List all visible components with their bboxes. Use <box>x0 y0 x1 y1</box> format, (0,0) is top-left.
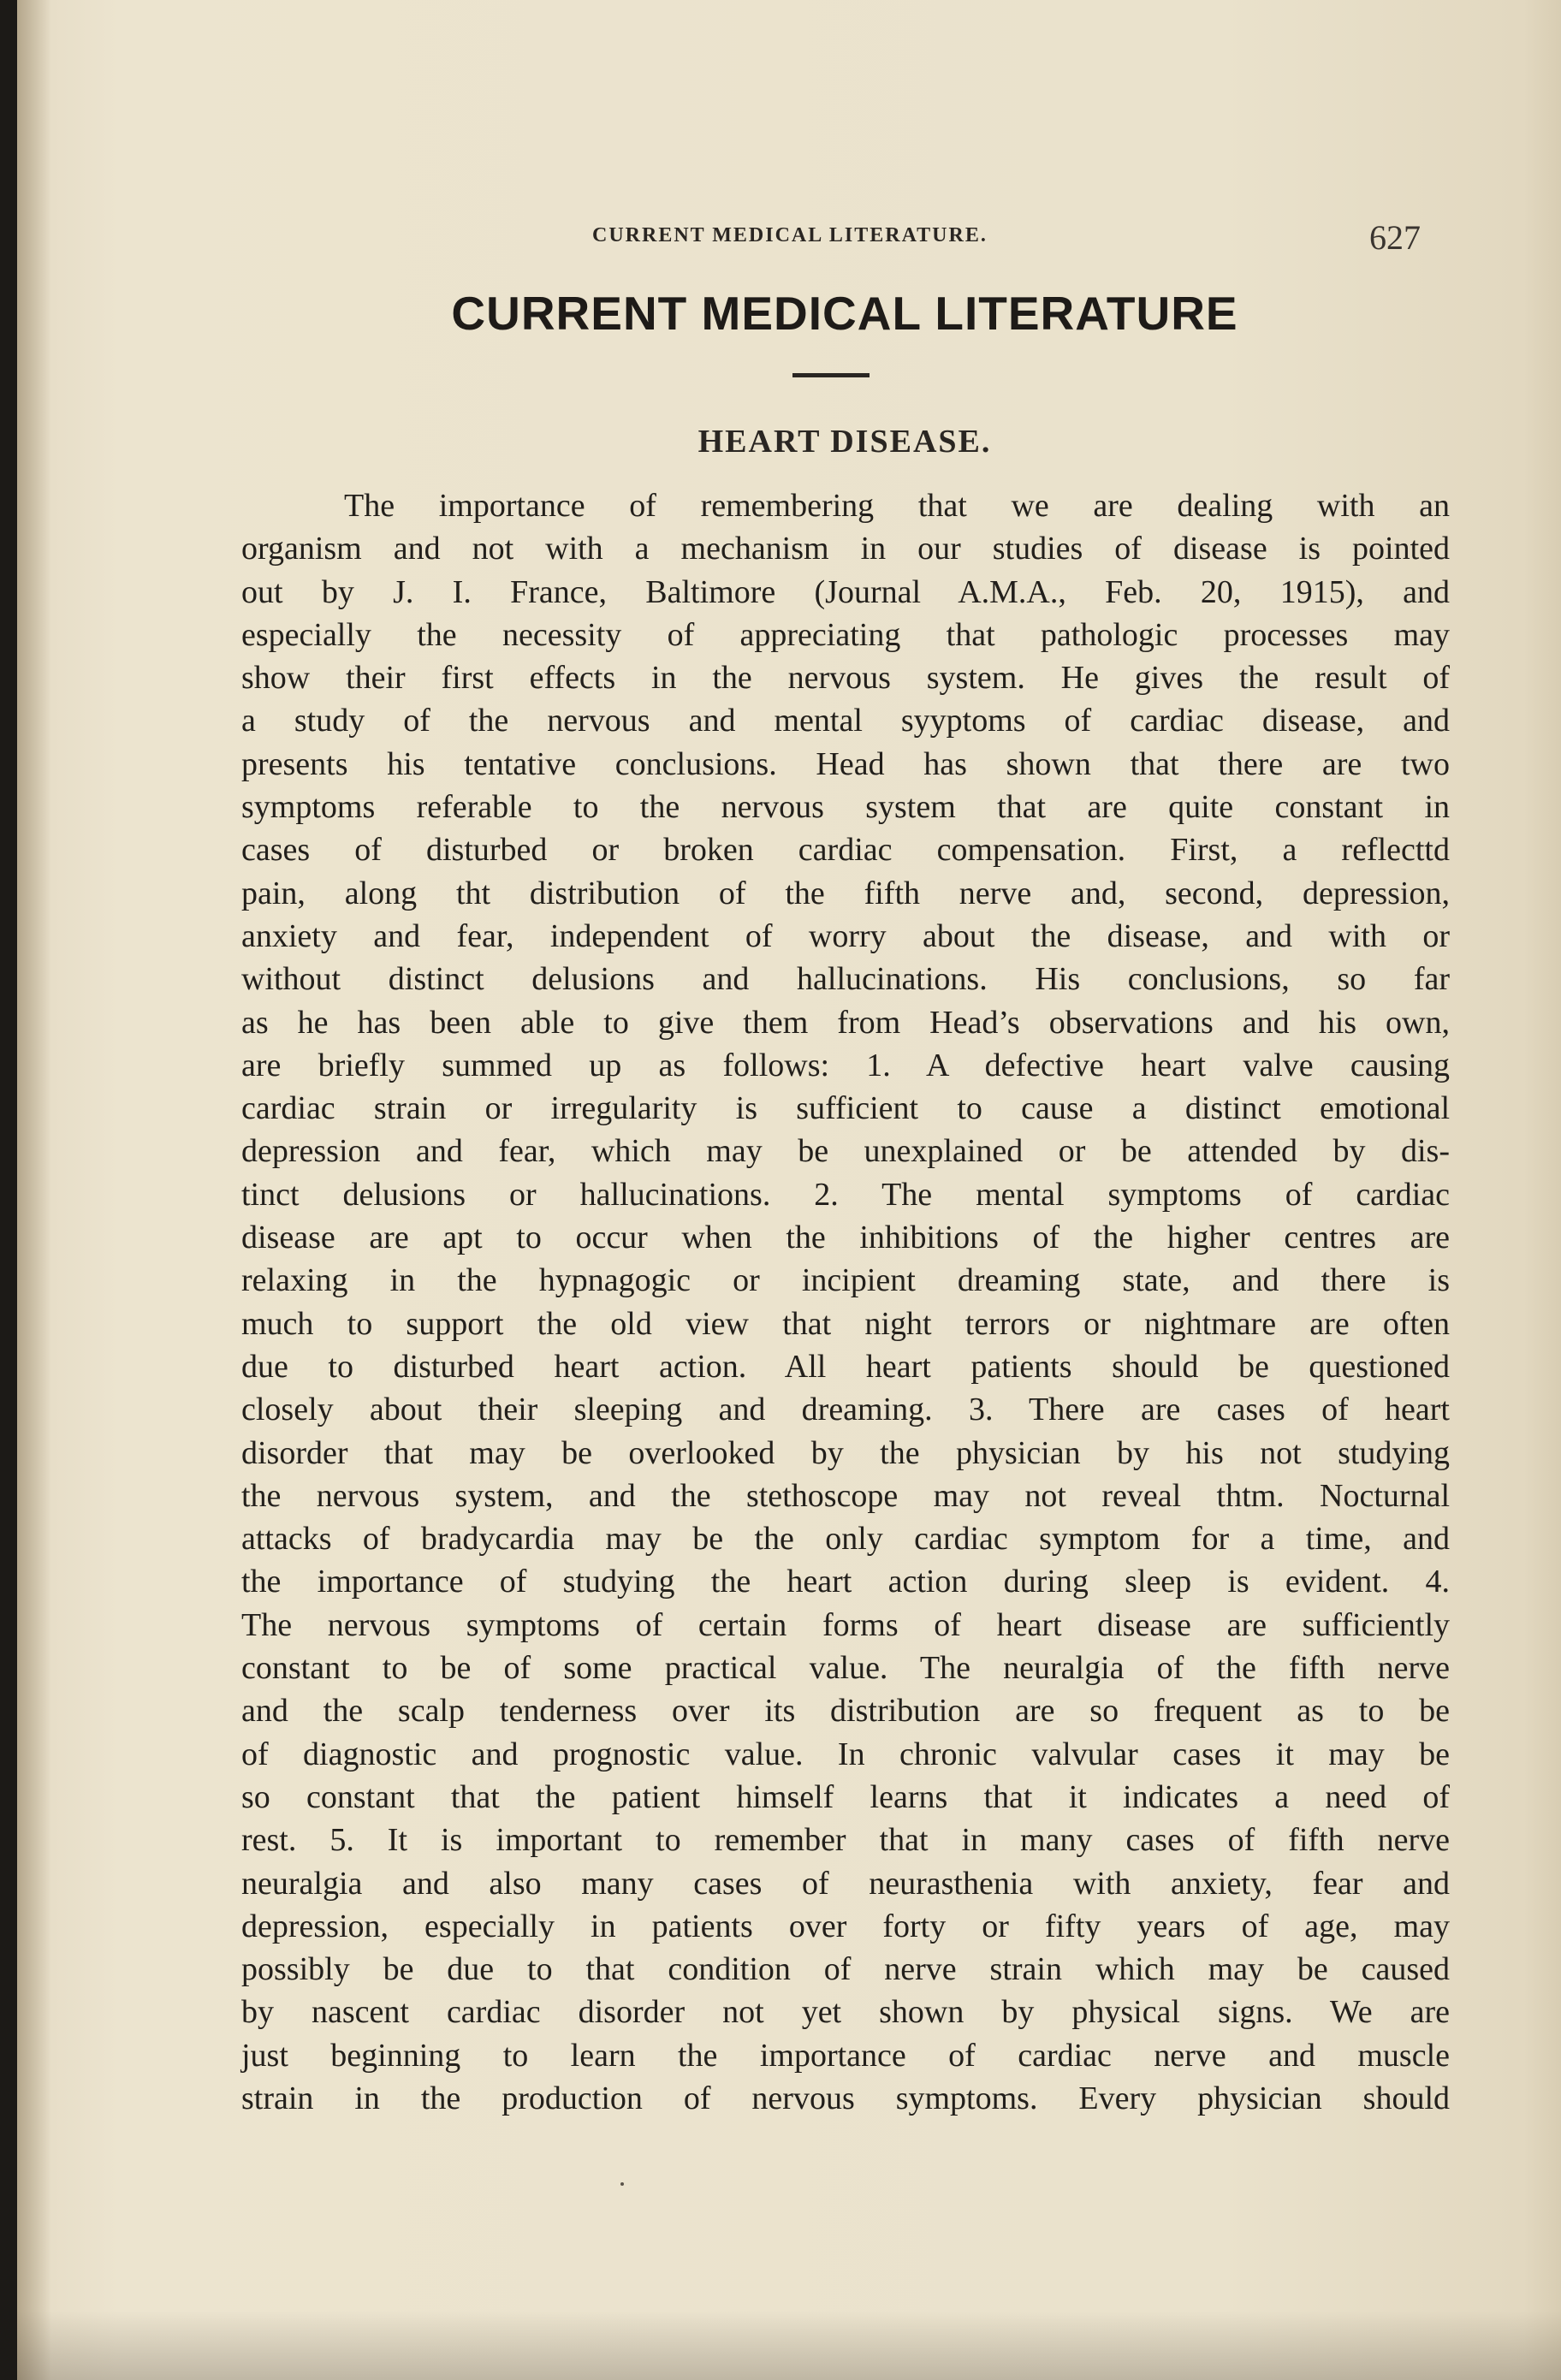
paragraph-line: rest. 5. It is important to remember that in many cases of fifth nerve <box>241 1822 1450 1859</box>
article-paragraph <box>241 484 1450 2120</box>
title-divider <box>792 373 870 377</box>
paragraph-line: relaxing in the hypnagogic or incipient dreaming state, and there is <box>241 1262 1450 1299</box>
paragraph-line: by nascent cardiac disorder not yet shown by physical signs. We are <box>241 1994 1450 2031</box>
paragraph-line: especially the necessity of appreciating that pathologic processes may <box>241 616 1450 653</box>
paragraph-line: constant to be of some practical value. The neuralgia of the fifth nerve <box>241 1650 1450 1687</box>
paragraph-line: strain in the production of nervous symptoms. Every physician should <box>241 2080 1450 2116</box>
paragraph-line: disease are apt to occur when the inhibitions of the higher centres are <box>241 1220 1450 1256</box>
paragraph-line: attacks of bradycardia may be the only cardiac symptom for a time, and <box>241 1521 1450 1558</box>
paragraph-line: the importance of studying the heart action during sleep is evident. 4. <box>241 1564 1450 1600</box>
page-bottom-shadow <box>17 2311 1561 2380</box>
paragraph-line: as he has been able to give them from Head’s observations and his own, <box>241 1004 1450 1041</box>
paragraph-line: cardiac strain or irregularity is sufficient to cause a distinct emotional <box>241 1090 1450 1127</box>
page-spine-shadow <box>17 0 51 2380</box>
paragraph-line: just beginning to learn the importance of cardiac nerve and muscle <box>241 2037 1450 2074</box>
section-heading: HEART DISEASE. <box>697 424 992 460</box>
paragraph-line: much to support the old view that night terrors or nightmare are often <box>241 1305 1450 1342</box>
paragraph-line: out by J. I. France, Baltimore (Journal A.M.A., Feb. 20, 1915), and <box>241 573 1450 610</box>
paragraph-line: possibly be due to that condition of nerve strain which may be caused <box>241 1951 1450 1988</box>
paragraph-line: cases of disturbed or broken cardiac compensation. First, a reflecttd <box>241 832 1450 869</box>
paragraph-line: depression and fear, which may be unexplained or be attended by dis- <box>241 1133 1450 1170</box>
page-title: CURRENT MEDICAL LITERATURE <box>451 287 1238 340</box>
running-head: CURRENT MEDICAL LITERATURE. <box>592 224 988 246</box>
paragraph-line: are briefly summed up as follows: 1. A defective heart valve causing <box>241 1047 1450 1083</box>
paragraph-line: anxiety and fear, independent of worry about the disease, and with or <box>241 917 1450 954</box>
paragraph-line: pain, along tht distribution of the fifth nerve and, second, depression, <box>241 875 1450 911</box>
paragraph-line: disorder that may be overlooked by the physician by his not studying <box>241 1434 1450 1471</box>
paragraph-line: without distinct delusions and hallucinations. His conclusions, so far <box>241 961 1450 998</box>
paragraph-line: depression, especially in patients over forty or fifty years of age, may <box>241 1908 1450 1944</box>
print-speck <box>620 2182 624 2186</box>
paragraph-line: closely about their sleeping and dreaming. 3. There are cases of heart <box>241 1392 1450 1428</box>
paragraph-line: The importance of remembering that we are dealing with an <box>344 488 1450 524</box>
paragraph-line: tinct delusions or hallucinations. 2. The mental symptoms of cardiac <box>241 1176 1450 1213</box>
paragraph-line: and the scalp tenderness over its distribution are so frequent as to be <box>241 1693 1450 1730</box>
paragraph-line: so constant that the patient himself learns that it indicates a need of <box>241 1778 1450 1815</box>
page-header <box>17 217 1561 257</box>
paragraph-line: presents his tentative conclusions. Head has shown that there are two <box>241 745 1450 782</box>
paragraph-line: organism and not with a mechanism in our studies of disease is pointed <box>241 531 1450 567</box>
paragraph-line: The nervous symptoms of certain forms of heart disease are sufficiently <box>241 1606 1450 1643</box>
paragraph-line: symptoms referable to the nervous system that are quite constant in <box>241 789 1450 826</box>
paragraph-line: neuralgia and also many cases of neurasthenia with anxiety, fear and <box>241 1865 1450 1902</box>
paragraph-line: show their first effects in the nervous system. He gives the result of <box>241 660 1450 697</box>
book-page <box>17 0 1561 2380</box>
page-number: 627 <box>1369 218 1421 257</box>
paragraph-line: due to disturbed heart action. All heart patients should be questioned <box>241 1348 1450 1385</box>
paragraph-line: a study of the nervous and mental syyptoms of cardiac disease, and <box>241 703 1450 739</box>
paragraph-line: of diagnostic and prognostic value. In chronic valvular cases it may be <box>241 1736 1450 1772</box>
paragraph-line: the nervous system, and the stethoscope may not reveal thtm. Nocturnal <box>241 1477 1450 1514</box>
